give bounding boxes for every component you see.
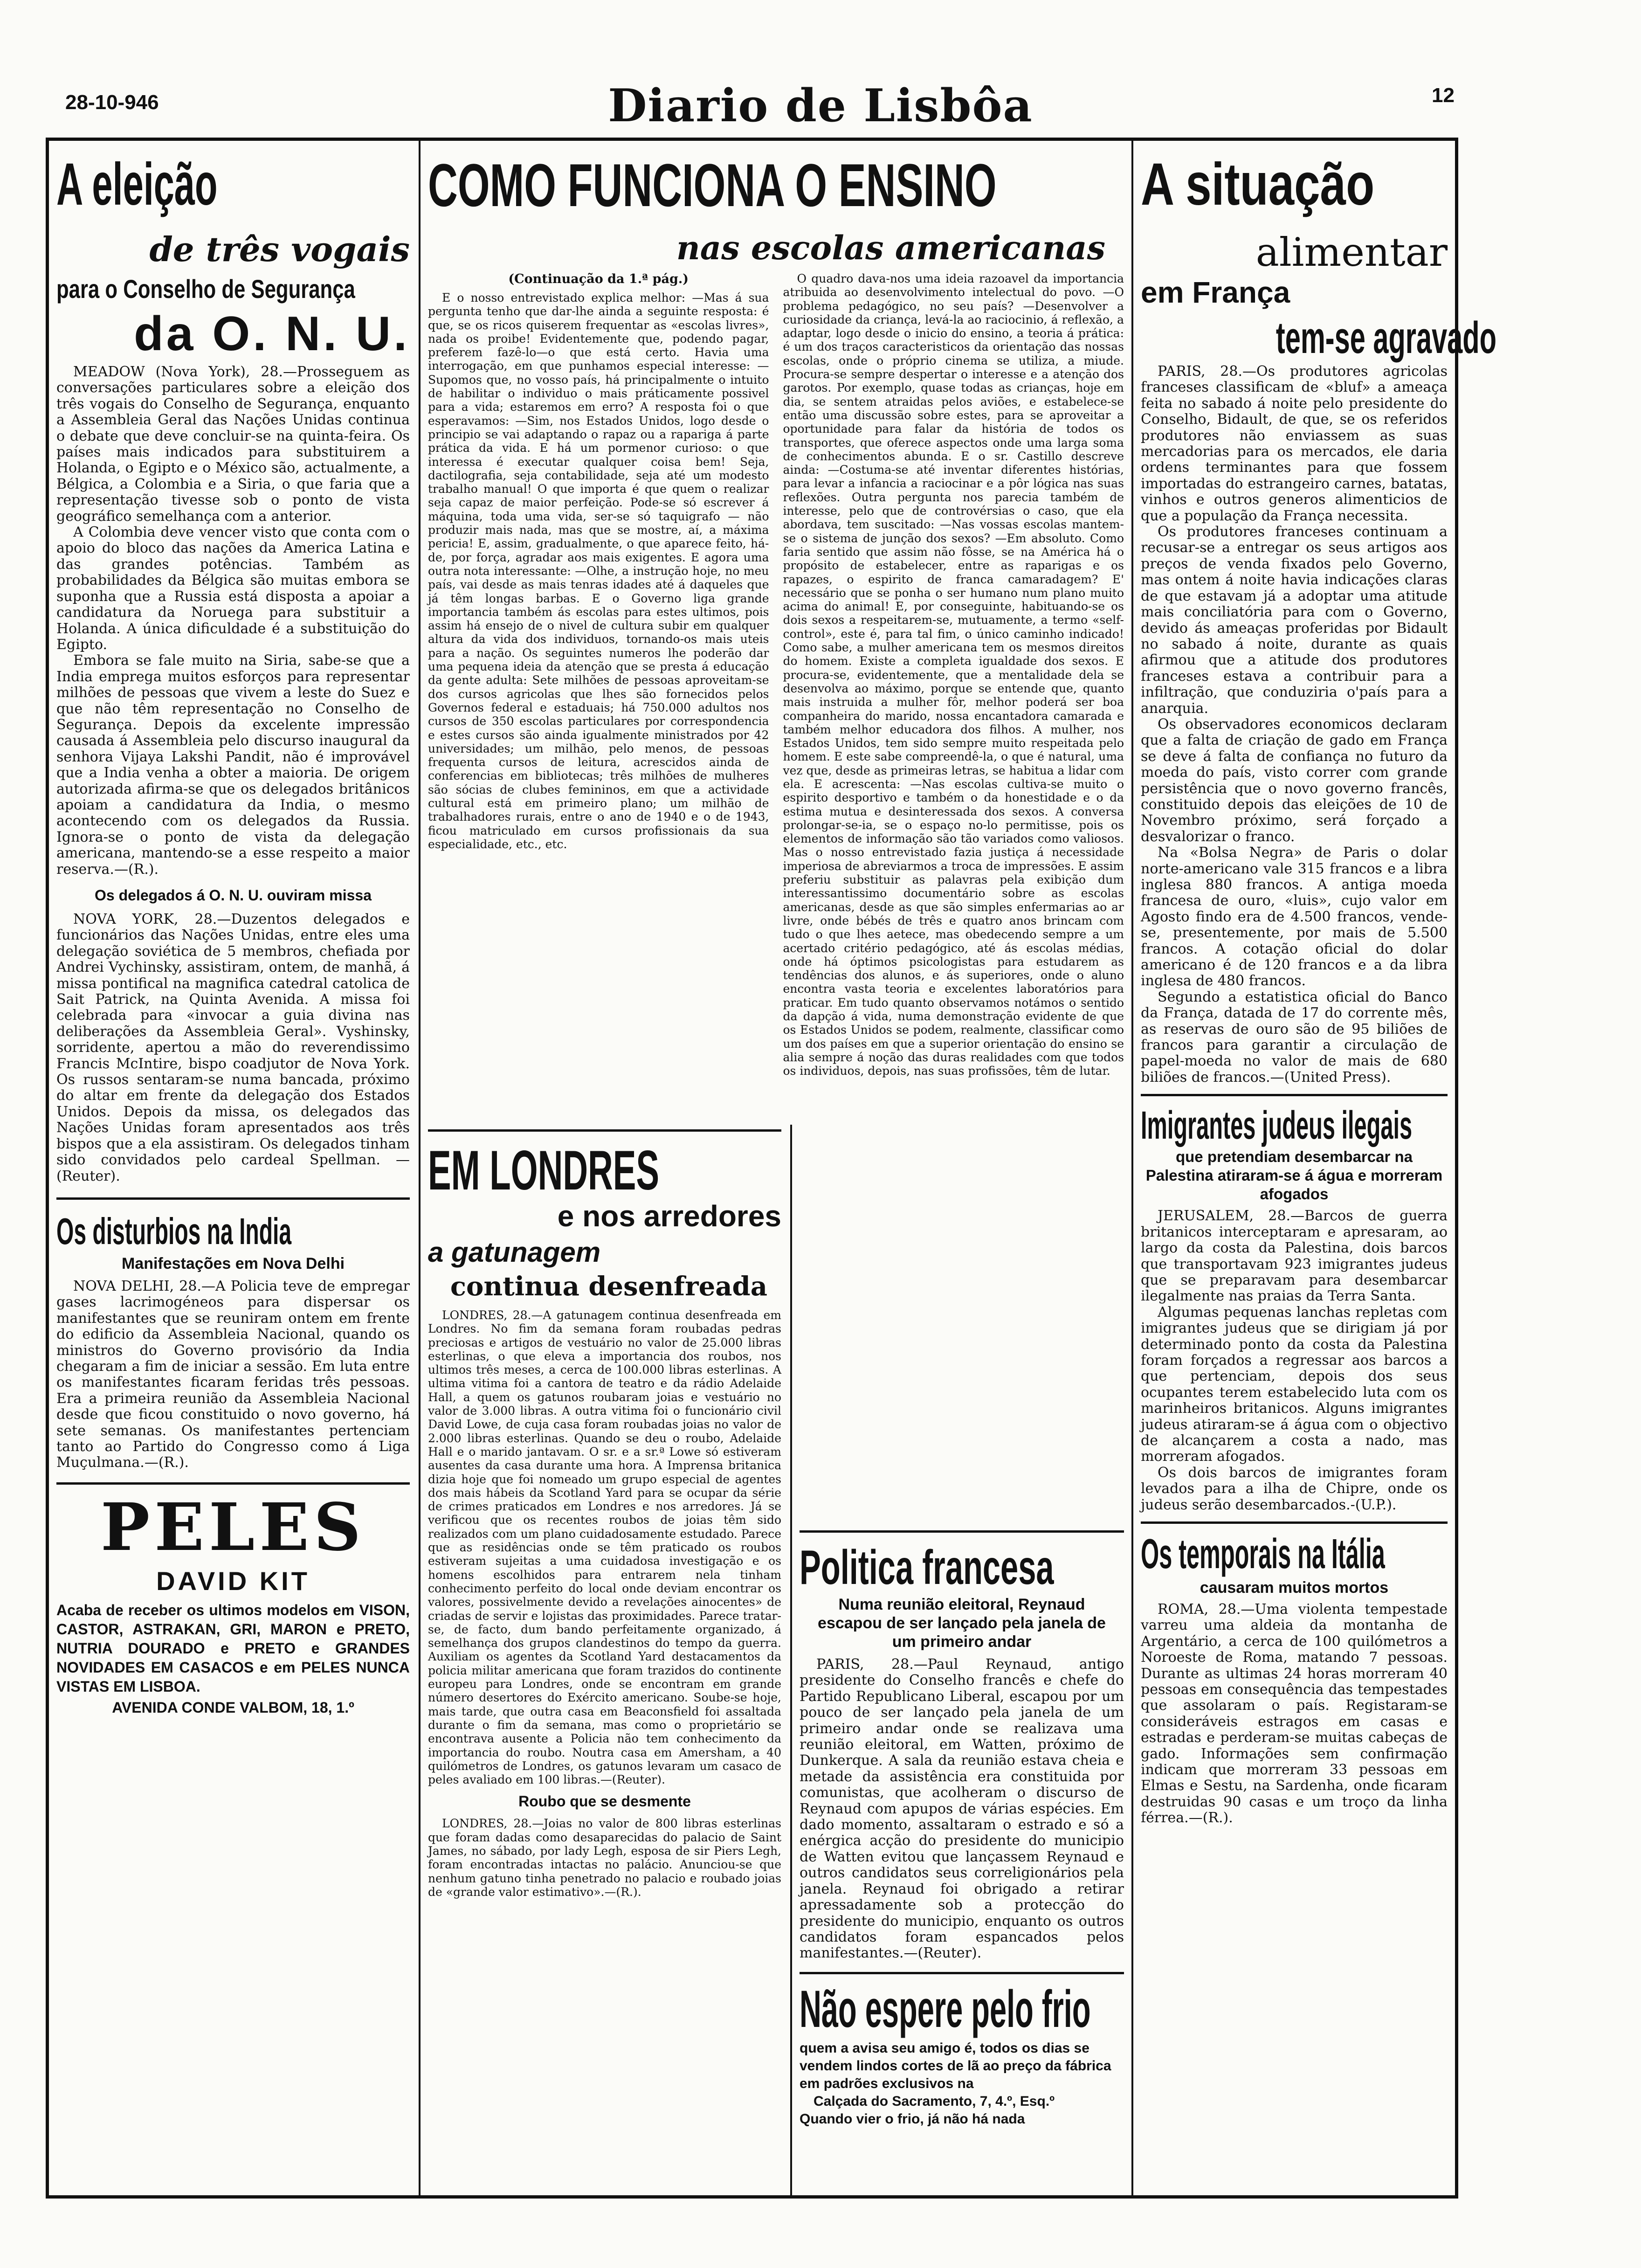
paragraph: Algumas pequenas lanchas repletas com imigrantes judeus que se dirigiam já por determinado ponto da costa da Palestina foram forçados a regressar aos barcos a que pertenciam, depois dos seus ocupantes terem estabelecido luta com os marinheiros britanicos. Alguns imigrantes judeus atiraram-se á água com o objectivo de alcançarem a costa a nado, mas morreram afogados. <box>1141 1304 1448 1465</box>
headline-arredores: e nos arredores <box>557 1199 781 1233</box>
page-number: 12 <box>1432 84 1455 107</box>
paragraph: Segundo a estatistica oficial do Banco da França, datada de 17 do corrente mês, as reservas de ouro são de 95 biliões de francos para garantir a circulação de papel-moeda no valor de mais de 680 biliões de francos.—(United Press). <box>1141 989 1448 1086</box>
paragraph: Os produtores franceses continuam a recusar-se a entregar os seus artigos aos preços de venda fixados pelo Governo, mas ontem á noite havia indicações claras de que estavam já a adoptar uma atitude mais conciliatória para com o Governo, devido ás ameaças proferidas por Bidault no sabado á noite, durante as quais afirmou que a atitude dos produtores franceses estava a contribuir para a infiltração, que conduziria o'país para a anarquia. <box>1141 524 1448 717</box>
subhead-roubo: Roubo que se desmente <box>518 1793 691 1810</box>
column-politica <box>792 1526 1131 2195</box>
paragraph: MEADOW (Nova York), 28.—Prosseguem as conversações particulares sobre a eleição dos três vogais do Conselho de Segurança, enquanto a Assembleia Geral das Nações Unidas continua o debate que deve concluir-se na quinta-feira. Os países mais indicados para substituirem a Holanda, o Egipto e o México são, actualmente, a Bélgica, a Colombia e a Siria, o que faria que a representação tivesse sob o ponto de vista geográfico semelhança com a anterior. <box>56 364 410 525</box>
advert-peles <box>56 1489 410 1716</box>
headline-imigrantes: Imigrantes judeus ilegais <box>1141 1103 1413 1148</box>
headline-situacao: A situação <box>1141 151 1375 218</box>
paragraph: PARIS, 28.—Paul Reynaud, antigo presidente do Conselho francês e chefe do Partido Republicano Liberal, escapou por um pouco de ser lançado pela janela de um primeiro andar onde se realizava uma reunião eleitoral, em Watten, próximo de Dunkerque. A sala da reunião estava cheia e metade da assistência era constituida por comunistas, que acolheram o discurso de Reynaud com apupos de várias espécies. Em dado momento, assaltaram o estrado e só a enérgica acção do presidente do municipio de Watten evitou que lançassem Reynaud e outros candidatos seus correligionários pela janela. Reynaud foi obrigado a retirar apressadamente sob a protecção do presidente do municipio, enquanto os outros candidatos foram espancados pelos manifestantes.—(Reuter). <box>800 1656 1124 1962</box>
paragraph: JERUSALEM, 28.—Barcos de guerra britanicos interceptaram e apresaram, ao largo da costa da Palestina, dois barcos que transportavam 923 imigrantes judeus que se preparavam para desembarcar ilegalmente nas praias da Terra Santa. <box>1141 1208 1448 1305</box>
subhead-delegados: Os delegados á O. N. U. ouviram missa <box>95 887 372 904</box>
paragraph: Embora se fale muito na Siria, sabe-se que a India emprega muitos esforços para representar milhões de pessoas que vivem a leste do Suez e que não têm representação no Conselho de Segurança. Depois da excelente impressão causada á Assembleia pelo discurso inaugural da senhora Vijaya Lakshi Pandit, não é improvável que a India venha a obter a maioria. De origem autorizada afirma-se que os delegados britânicos apoiam a candidatura da India, o mesmo acontecendo com os delegados da Russia. Ignora-se o ponto de vista da delegação americana, mantendo-se a esse respeito a maior reserva.—(R.). <box>56 652 410 878</box>
headline-desenfreada: continua desenfreada <box>450 1271 767 1302</box>
column-londres <box>421 1125 789 2195</box>
divider <box>800 1530 1124 1533</box>
article-ensino-b <box>783 272 1124 1078</box>
divider <box>428 1129 781 1132</box>
advert-tagline: Quando vier o frio, já não há nada <box>800 2111 1025 2127</box>
headline-londres: EM LONDRES <box>428 1139 660 1202</box>
headline-tres-vogais: de três vogais <box>149 229 410 269</box>
subhead-nova-delhi: Manifestações em Nova Delhi <box>121 1254 345 1272</box>
article-franca <box>1141 364 1448 1086</box>
advert-body: Acaba de receber os ultimos modelos em VISON, CASTOR, ASTRAKAN, GRI, MARON e PRETO, NUTRIA DOURADO e PRETO e GRANDES NOVIDADES EM CASACOS e em PELES NUNCA VISTAS EM LISBOA. <box>56 1601 410 1695</box>
paragraph: LONDRES, 28.—A gatunagem continua desenfreada em Londres. No fim da semana foram roubadas pedras preciosas e artigos de vestuário no valor de 25.000 libras esterlinas, o que eleva a importancia dos roubos, nos ultimos três meses, a cerca de 100.000 libras esterlinas. A ultima vitima foi a cantora de teatro e da rádio Adelaide Hall, a quem os gatunos roubaram joias e vestuário no valor de 3.000 libras. A outra vitima foi o funcionário civil David Lowe, de cuja casa foram roubadas joias no valor de 2.000 libras esterlinas. Quando se deu o roubo, Adelaide Hall e o marido jantavam. O sr. e a sr.ª Lowe só estiveram ausentes da casa durante uma hora. A Imprensa britanica dizia hoje que foi nomeado um grupo especial de agentes dos mais hábeis da Scotland Yard para se ocupar da série de crimes praticados em Londres e nos arredores. Já se verificou que os recentes roubos de joias têm sido realizados com um plano cuidadosamente estudado. Parece que as residências onde se têm praticado os roubos estiveram sujeitas a uma cuidadosa investigação e os homens escolhidos para entrarem nela tinham conhecimento perfeito do local onde deviam encontrar os valores, possivelmente devido a revelações ainocentes» de criadas de servir e lojistas das proximidades. Parece tratar-se, de facto, dum bando perfeitamente organizado, á semelhança dos grupos clandestinos do tempo da guerra. Auxiliam os agentes da Scotland Yard destacamentos da policia militar americana que foram trazidos do continente europeu para Londres, onde se encontram em grande número desertores do Exército americano. Soube-se hoje, mais tarde, que outra casa em Beaconsfield foi assaltada durante o fim da semana, mas como o proprietário se encontrava ausente a Policia não tem conhecimento da importancia do roubo. Noutra casa em Amersham, a 40 quilómetros de Londres, os gatunos levaram um casaco de peles avaliado em 100 libras.—(Reuter). <box>428 1308 781 1787</box>
divider <box>1141 1521 1448 1524</box>
headline-alimentar: alimentar <box>1255 229 1448 275</box>
continuation-note: (Continuação da 1.ª pág.) <box>508 272 689 286</box>
paragraph: A Colombia deve vencer visto que conta com o apoio do bloco das nações da America Latina e das grandes potências. Também as probabilidades da Bélgica são muitas embora se suponha que a Russia está disposta a apoiar a candidatura da Noruega para substituir a Holanda. A única dificuldade é a substituição do Egipto. <box>56 524 410 653</box>
paragraph: Na «Bolsa Negra» de Paris o dolar norte-americano vale 315 francos e a libra inglesa 880 francos. A antiga moeda francesa de ouro, «luis», cujo valor em Agosto findo era de 4.500 francos, vende-se, presentemente, por mais de 5.500 francos. A cotação oficial do dolar americano é de 120 francos e a da libra inglesa de 480 francos. <box>1141 844 1448 989</box>
headline-gatunagem: a gatunagem <box>428 1237 601 1268</box>
column-1 <box>49 141 417 2195</box>
paragraph: Os observadores economicos declaram que a falta de criação de gado em França se deve á falta de confiança no futuro da moeda do país, visto correr com grande persistência que o novo governo francês, constituido depois das eleições de 10 de Novembro próximo, será forçado a desvalorizar o franco. <box>1141 716 1448 845</box>
paragraph: E o nosso entrevistado explica melhor: —Mas á sua pergunta tenho que dar-lhe ainda a seguinte resposta: é que, se os ricos quiserem frequentar as «escolas livres», nada os proibe! Evidentemente que, podendo pagar, preferem fazê-lo—o que está certo. Havia uma interrogação, em que punhamos especial interesse: —Supomos que, no vosso país, há principalmente o intuito de habilitar o individuo o mais práticamente possivel para a vida; estaremos em erro? A resposta foi o que esperavamos: —Sim, nos Estados Unidos, logo desde o principio se vai adaptando o rapaz ou a rapariga á parte prática da vida. E há um pormenor curioso: o que interessa é executar qualquer coisa bem! Seja, dactilografia, seja contabilidade, seja até um modesto trabalho manual! O que importa é que quem o realizar seja capaz de maior perfeição. Pode-se só escrever á máquina, toda uma vida, ser-se só taquigrafo — não produzir mais nada, mas que se mostre, aí, a máxima pericia! E, assim, gradualmente, o que aparece feito, há-de, por força, agradar aos mais exigentes. E agora uma outra nota interessante: —Olhe, a instrução hoje, no meu país, vai desde as mais tenras idades até á daqueles que já têm longas barbas. E o Governo liga grande importancia também ás escolas para estes ultimos, pois assim há ensejo de o nivel de cultura subir em qualquer altura da vida dos individuos, tornando-os mais uteis para a nação. Os seguintes numeros lhe poderão dar uma pequena ideia da atenção que se presta á educação da gente adulta: Sete milhões de pessoas aproveitam-se dos cursos agricolas que lhes são fornecidos pelos Governos federal e estaduais; há 750.000 adultos nos cursos de 350 escolas particulares por correspondencia e estes cursos são ainda igualmente ministrados por 42 universidades; um milhão, pelo menos, de pessoas frequenta cursos de leitura, acrescidos ainda de conferencias em bibliotecas; três milhões de mulheres são sócias de clubes femininos, em que a actividade cultural está em primeiro plano; um milhão de trabalhadores rurais, entre o ano de 1940 e o de 1943, ficou matriculado em cursos profissionais da sua especialidade, etc., etc. <box>428 291 769 851</box>
headline-onu: da O. N. U. <box>134 307 410 361</box>
subhead-palestina: que pretendiam desembarcar na Palestina atiraram-se á água e morreram afogados <box>1145 1148 1443 1203</box>
headline-ensino: COMO FUNCIONA O ENSINO <box>428 151 997 219</box>
masthead-date: 28-10-946 <box>65 91 159 114</box>
headline-franca: em França <box>1141 276 1290 309</box>
headline-agravado: tem-se agravado <box>1276 313 1496 363</box>
divider <box>56 1197 410 1200</box>
advert-body: quem a avisa seu amigo é, todos os dias se vendem lindos cortes de lã ao preço da fábrica em padrões exclusivos na <box>800 2040 1111 2091</box>
article-missa <box>56 912 410 1184</box>
column-ensino <box>421 141 1131 1269</box>
paragraph: NOVA DELHI, 28.—A Policia teve de empregar gases lacrimogéneos para dispersar os manifestantes que se reuniram ontem em frente do edificio da Assembleia Nacional, quando os ministros do Governo provisório da India chegaram a fim de iniciar a sessão. Em luta entre os manifestantes ficaram feridas três pessoas. Era a primeira reunião da Assembleia Nacional desde que ficou constituido o novo governo, há sete semanas. Os manifestantes pertenciam tanto ao Partido do Congresso como á Liga Muçulmana.—(R.). <box>56 1278 410 1471</box>
paragraph: ROMA, 28.—Uma violenta tempestade varreu uma aldeia da montanha de Argentário, a cerca de 100 quilómetros a Noroeste de Roma, matando 7 pessoas. Durante as ultimas 24 horas morreram 40 pessoas em consequência das tempestades que assolaram o país. Registaram-se consideráveis estragos em casas e estradas e perderam-se muitas cabeças de gado. Informações sem confirmação indicam que morreram 33 pessoas em Elmas e Sestu, na Sardenha, onde ficaram destruidas 90 casas e um troço da linha férrea.—(R.). <box>1141 1601 1448 1826</box>
paragraph: Os dois barcos de imigrantes foram levados para a ilha de Chipre, onde os judeus serão desembarcados.-(U.P.). <box>1141 1464 1448 1513</box>
article-eleicao <box>56 364 410 878</box>
advert-address: AVENIDA CONDE VALBOM, 18, 1.º <box>112 1699 354 1716</box>
article-roubo <box>428 1817 781 1899</box>
article-ensino-a <box>428 291 769 851</box>
headline-eleicao: A eleição <box>56 151 218 218</box>
headline-conselho: para o Conselho de Segurança <box>56 274 355 304</box>
article-india <box>56 1279 410 1471</box>
paragraph: NOVA YORK, 28.—Duzentos delegados e funcionários das Nações Unidas, entre eles uma delegação soviética de 5 membros, chefiada por Andrei Vychinsky, assistiram, ontem, de manhã, á missa pontifical na magnifica catedral catolica de Sait Patrick, na Quinta Avenida. A missa foi celebrada para «invocar a guia divina nas deliberações da Assembleia Geral». Vyshinsky, sorridente, apertou a mão do reverendissimo Francis McIntire, bispo coadjutor de Nova York. Os russos sentaram-se numa bancada, próximo do altar em frente da delegação dos Estados Unidos. Depois da missa, os delegados das Nações Unidas foram apresentados aos três bispos que a ela assistiram. Os delegados tinham sido convidados pelo cardeal Spellman. — (Reuter). <box>56 911 410 1184</box>
paragraph: O quadro dava-nos uma ideia razoavel da importancia atribuida ao desenvolvimento intelectual do povo. —O problema pedagógico, no seu país? —Desenvolver a curiosidade da criança, levá-la ao raciocinio, á reflexão, a adaptar, logo desde o inicio do ensino, a teoria á prática: é um dos traços caracteristicos da orientação das nossas escolas, onde o próprio cinema se utiliza, a miude. Procura-se sempre despertar o interesse e a atenção dos garotos. Por exemplo, quase todas as crianças, hoje em dia, se sentem atraidas pelos aviões, e estabelece-se então uma discussão sobre estes, para se aproveitar a oportunidade para falar da história de todos os transportes, que oferece aspectos onde uma larga soma de conhecimentos abunda. E o sr. Castillo descreve ainda: —Costuma-se até inventar diferentes histórias, para levar a infancia a raciocinar e a pôr lógica nas suas reflexões. Outra pergunta nos parecia também de interesse, pelo que de controvérsias o caso, que ela abordava, tem suscitado: —Nas vossas escolas mantem-se o sistema de junção dos sexos? —Em absoluto. Como faria sentido que assim não fôsse, se na América há o propósito de estabelecer, entre as raparigas e os rapazes, o espirito de franca camaradagem? E' necessário que se ponha o ser humano num plano muito acima do animal! E, por conseguinte, habituando-se os dois sexos a respeitarem-se, mutuamente, a termo «self-control», este é, para tal fim, o único caminho indicado! Como sabe, a mulher americana tem os mesmos direitos do homem. Existe a completa igualdade dos sexos. E procura-se, evidentemente, que a mentalidade dela se desenvolva ao máximo, porque se entende que, quanto mais instruida a mulher fôr, melhor poderá ser boa companheira do marido, nossa encantadora camarada e também melhor educadora dos filhos. A mulher, nos Estados Unidos, tem sido sempre muito respeitada pelo homem. E este sabe compreendê-la, o que é natural, uma vez que, desde as primeiras letras, se habitua a lidar com ela. E acrescenta: —Nas escolas cultiva-se muito o espirito desportivo e também o da honestidade e o da estima mutua e desinteressada dos sexos. A conversa prolongar-se-ia, se o espaço no-lo permitisse, pois os elementos de informação são tão variados como valiosos. Mas o nosso entrevistado fazia justiça á necessidade imperiosa de abreviarmos a troca de impressões. E assim preferiu substituir as palavras pela exibição dum interessantissimo documentário sobre as escolas americanas, desde as que são simples enfermarias ao ar livre, onde bébés de três e quatro anos brincam com tudo o que lhes aetece, mas obedecendo sempre a um acertado critério pedagógico, até ás escolas médias, onde há óptimos psicologistas para estudarem as tendências dos alunos, e ás superiores, onde o aluno encontra vasta teoria e excelentes laboratórios para praticar. Em tudo quanto observamos notámos o sentido da dapção á vida, numa demonstração evidente de que os Estados Unidos se podem, realmente, classificar como um dos países em que a superior orientação do ensino se alia sempre á noção das duras realidades com que todos os individuos, depois, nas suas profissões, têm de lutar. <box>783 272 1124 1078</box>
column-4 <box>1133 141 1496 2195</box>
advert-title: PELES <box>100 1489 366 1566</box>
article-reynaud <box>800 1657 1124 1962</box>
advert-frio <box>800 1979 1124 2128</box>
divider <box>800 1972 1124 1974</box>
divider <box>56 1482 410 1485</box>
subhead-escolas: nas escolas americanas <box>676 228 1105 267</box>
subhead-mortos: causaram muitos mortos <box>1200 1579 1389 1597</box>
headline-frio: Não espere pelo frio <box>800 1979 1091 2038</box>
paragraph: PARIS, 28.—Os produtores agricolas franceses classificam de «bluf» a ameaça feita no sabado á noite pelo presidente do Conselho, Bidault, de que, se os referidos produtores não enviassem as suas mercadorias para os mercados, ele daria ordens terminantes para que fossem importadas do estrangeiro carnes, batatas, vinhos e outros generos alimenticios de que a população da França necessita. <box>1141 363 1448 524</box>
subhead-reynaud: Numa reunião eleitoral, Reynaud escapou de ser lançado pela janela de um primeiro andar <box>818 1596 1106 1651</box>
headline-politica: Politica francesa <box>800 1541 1054 1595</box>
advert-address: Calçada do Sacramento, 7, 4.º, Esq.º <box>814 2093 1055 2109</box>
page-frame <box>46 138 1496 2199</box>
headline-disturbios: Os disturbios na India <box>56 1210 292 1252</box>
article-londres <box>428 1308 781 1786</box>
divider <box>1141 1094 1448 1096</box>
paragraph: LONDRES, 28.—Joias no valor de 800 libras esterlinas que foram dadas como desaparecidas do palacio de Saint James, no sábado, por lady Legh, esposa de sir Piers Legh, foram encontradas intactas no palácio. Anunciou-se que nenhum gatuno tinha penetrado no palacio e roubado joias de «grande valor estimativo».—(R.). <box>428 1817 781 1899</box>
article-italia <box>1141 1602 1448 1826</box>
article-palestina <box>1141 1208 1448 1513</box>
advert-subtitle: DAVID KIT <box>156 1566 310 1596</box>
masthead-title: Diario de Lisbôa <box>608 79 1033 132</box>
headline-temporais: Os temporais na Itália <box>1141 1531 1385 1577</box>
